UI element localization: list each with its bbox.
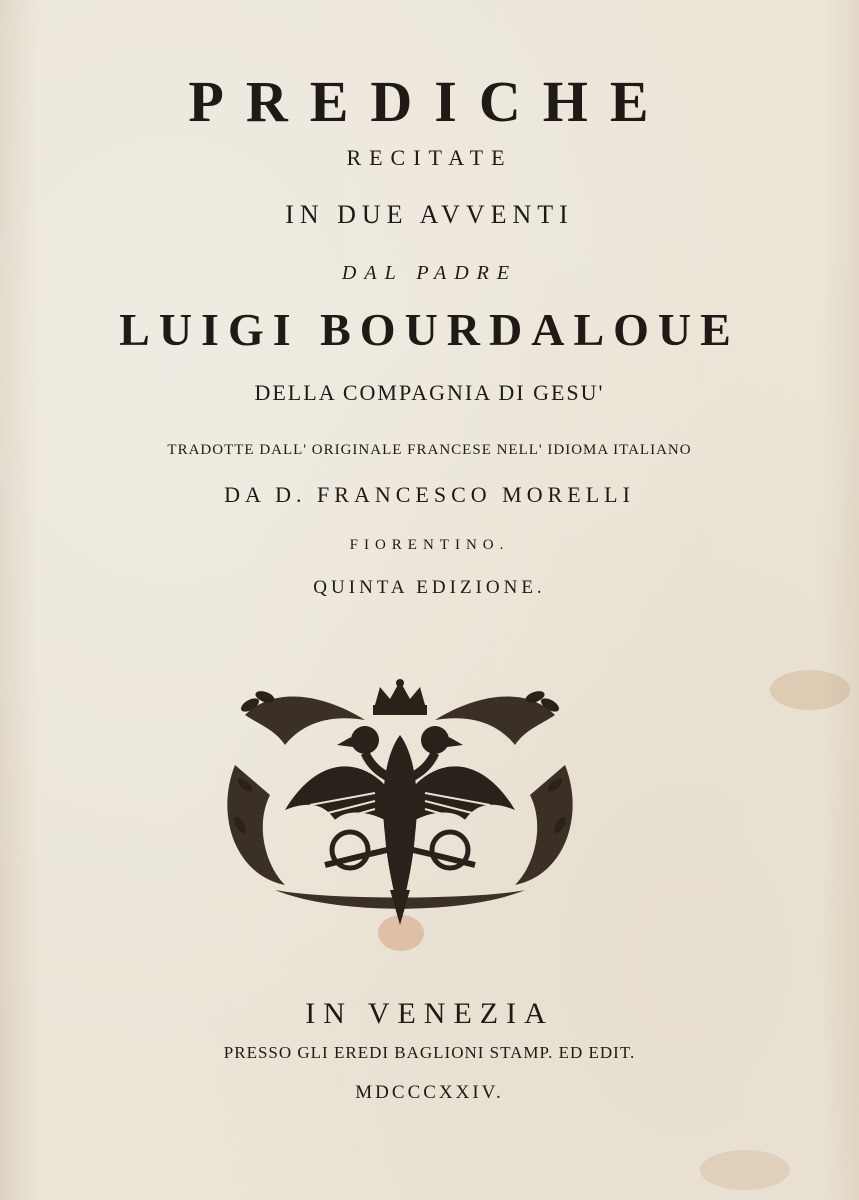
foxing-stain bbox=[700, 1150, 790, 1190]
author-order: DELLA COMPAGNIA DI GESU' bbox=[254, 380, 605, 405]
imprint-place: IN VENEZIA bbox=[305, 997, 554, 1030]
subtitle-avventi: IN DUE AVVENTI bbox=[285, 200, 574, 229]
subtitle-padre: DAL PADRE bbox=[341, 262, 518, 284]
translator-origin: FIORENTINO. bbox=[349, 537, 510, 553]
edition: QUINTA EDIZIONE. bbox=[313, 577, 546, 598]
book-title: PREDICHE bbox=[188, 69, 671, 134]
double-headed-eagle-crest-icon bbox=[215, 675, 585, 925]
translator-name: DA D. FRANCESCO MORELLI bbox=[224, 482, 635, 507]
translation-note: TRADOTTE DALL' ORIGINALE FRANCESE NELL' IDIOMA ITALIANO bbox=[167, 442, 692, 458]
subtitle-recitate: RECITATE bbox=[346, 145, 513, 170]
imprint-year: MDCCCXXIV. bbox=[355, 1082, 504, 1103]
foxing-stain bbox=[770, 670, 850, 710]
imprint-publisher: PRESSO GLI EREDI BAGLIONI STAMP. ED EDIT. bbox=[223, 1043, 636, 1062]
author-name: LUIGI BOURDALOUE bbox=[119, 304, 740, 355]
